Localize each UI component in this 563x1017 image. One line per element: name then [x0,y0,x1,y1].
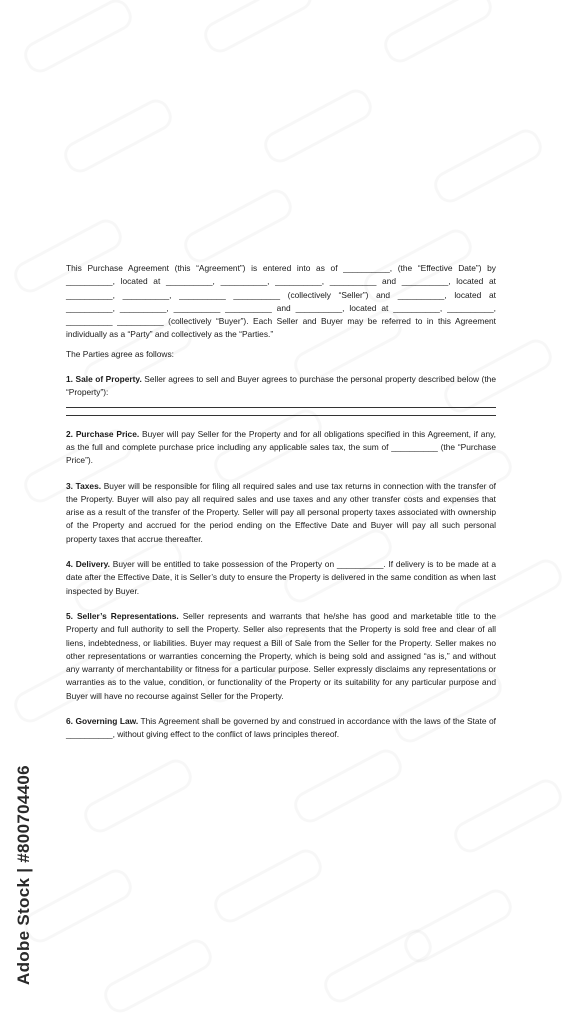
section-heading: 4. Delivery. [66,559,111,570]
watermark-tile [449,775,563,858]
section-sellers-representations [66,610,496,703]
watermark-tile [199,0,316,57]
agreement-document [66,262,496,754]
watermark-tile [79,755,196,838]
section-delivery [66,558,496,598]
watermark-tile [259,85,376,168]
watermark-tile [289,745,406,828]
stock-watermark-id: Adobe Stock | #800704406 [14,765,33,985]
section-text: Buyer will be entitled to take possession of the Property on __________. If delivery is to be made at a date after the Effective Date, it is Seller’s duty to ensure the Property is delivered in the same condition as when last inspected by Buyer. [66,559,496,596]
watermark-tile [379,0,496,67]
watermark-tile [19,865,136,948]
section-text: Buyer will pay Seller for the Property and for all obligations specified in this Agreement, if any, as the full and complete purchase price including any applicable sales tax, the sum of __________ (the “Purchase Price”). [66,428,496,466]
agree-paragraph: The Parties agree as follows: [66,348,174,359]
watermark-tile [399,885,516,968]
intro-paragraph: This Purchase Agreement (this “Agreement”) is entered into as of __________, (the “Effective Date”) by __________, located at __________, __________, __________, __________ and __________, located at __________, __________, __________ __________ (collectively “Seller”) and __________, located at __________, __________, __________ __________ and __________, located at __________, __________, __________ __________ (collectively “Buyer”). Each Seller and Buyer may be referred to in this Agreement individually as a “Party” and collectively as the “Parties.” [66,263,496,340]
section-text: Seller agrees to sell and Buyer agrees to purchase the personal property described below (the “Property”): [66,374,496,398]
watermark-tile [209,845,326,928]
watermark-tile [19,0,136,77]
watermark-tile [99,935,216,1017]
section-text: Seller represents and warrants that he/she has good and marketable title to the Property and full authority to sell the Property. Seller also represents that the Property is sold free and clear of all liens, indebtedness, or liabilities. Buyer may request a Bill of Sale from the Seller for the Property. Seller makes no other representations or warranties concerning the Property, which is being sold and assigned “as is,” and without any warranty of merchantability or fitness for a particular purpose. Seller expressly disclaims any representations or warranties as to the value, condition, or functionality of the Property or its suitability for any particular purpose and Buyer will have no recourse against Seller for the Property. [66,610,496,701]
section-heading: 5. Seller’s Representations. [66,610,179,621]
watermark-tile [179,185,296,268]
section-heading: 2. Purchase Price. [66,428,140,439]
section-taxes [66,480,496,546]
section-heading: 3. Taxes. [66,480,102,491]
section-sale-of-property [66,373,496,400]
section-purchase-price [66,428,496,468]
section-governing-law [66,715,496,742]
blank-line [66,407,496,408]
section-text: Buyer will be responsible for filing all required sales and use tax returns in connection with the transfer of the Property. Buyer will also pay all required sales and use taxes and any other transfer costs and expenses that arise as a result of the transfer of the Property. Seller will pay all personal property taxes associated with ownership of the Property and accrued for the period ending on the Effective Date and Buyer will pay all such personal property taxes that accrue thereafter. [66,480,496,544]
section-text: This Agreement shall be governed by and construed in accordance with the laws of the State of __________, without giving effect to the conflict of laws principles thereof. [66,716,496,740]
blank-line [66,415,496,416]
watermark-tile [319,925,436,1008]
section-heading: 6. Governing Law. [66,716,139,727]
watermark-tile [59,95,176,178]
property-description-lines [66,407,496,416]
watermark-tile [429,125,546,208]
section-heading: 1. Sale of Property. [66,374,142,385]
